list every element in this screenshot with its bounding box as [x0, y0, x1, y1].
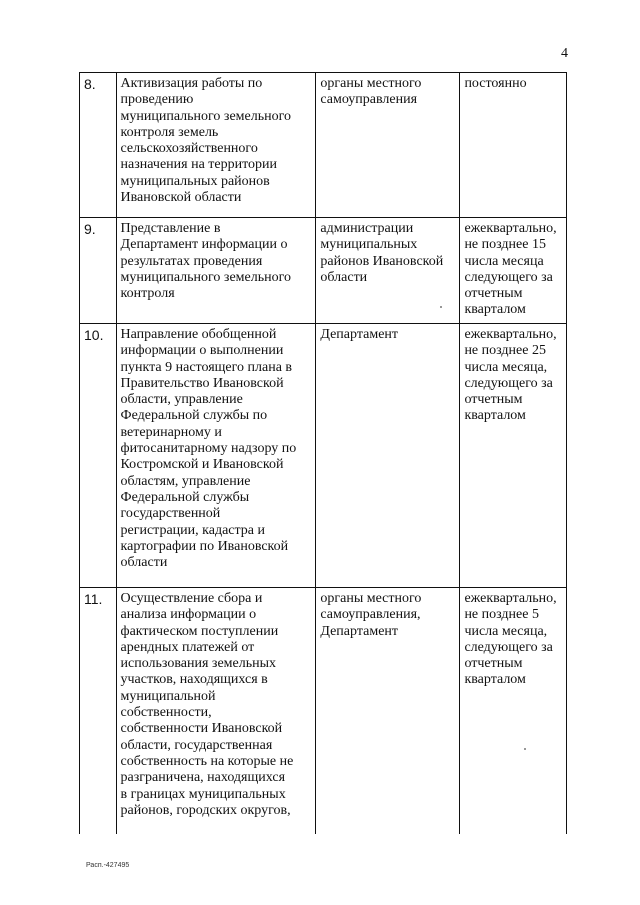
- row-number: 9.: [80, 218, 117, 324]
- row-number: 8.: [80, 73, 117, 218]
- table-row: [80, 324, 567, 588]
- row-number: 10.: [80, 324, 117, 588]
- row-responsible: администрации муниципальных районов Ивановской области: [316, 218, 460, 324]
- row-description: Направление обобщенной информации о выполнении пункта 9 настоящего плана в Правительство Ивановской области, управление Федеральной службы по ветеринарному и фитосанитарному надзору по Костромской и Ивановской областям, управление Федеральной службы государственной регистрации, кадастра и картографии по Ивановской области: [116, 324, 316, 588]
- table-row: [80, 588, 567, 835]
- page-number: 4: [561, 46, 568, 61]
- footer-document-code: Расп.-427495: [86, 862, 130, 869]
- row-description: Представление в Департамент информации о результатах проведения муниципального земельного контроля: [116, 218, 316, 324]
- row-responsible: Департамент: [316, 324, 460, 588]
- scan-speck: [440, 306, 442, 308]
- plan-table: [79, 72, 567, 834]
- row-deadline: ежеквартально, не позднее 15 числа месяца следующего за отчетным кварталом: [460, 218, 567, 324]
- table-row: [80, 218, 567, 324]
- row-responsible: органы местного самоуправления, Департамент: [316, 588, 460, 835]
- row-description: Активизация работы по проведению муниципального земельного контроля земель сельскохозяйственного назначения на территории муниципальных районов Ивановской области: [116, 73, 316, 218]
- row-deadline: постоянно: [460, 73, 567, 218]
- row-deadline: ежеквартально, не позднее 5 числа месяца, следующего за отчетным кварталом: [460, 588, 567, 835]
- row-deadline: ежеквартально, не позднее 25 числа месяца, следующего за отчетным кварталом: [460, 324, 567, 588]
- table-row: [80, 73, 567, 218]
- row-number: 11.: [80, 588, 117, 835]
- row-description: Осуществление сбора и анализа информации о фактическом поступлении арендных платежей от использования земельных участков, находящихся в муниципальной собственности, собственности Ивановской области, государственная собственность на которые не разграничена, находящихся в границах муниципальных районов, городских округов,: [116, 588, 316, 835]
- row-responsible: органы местного самоуправления: [316, 73, 460, 218]
- scan-speck: [524, 748, 526, 750]
